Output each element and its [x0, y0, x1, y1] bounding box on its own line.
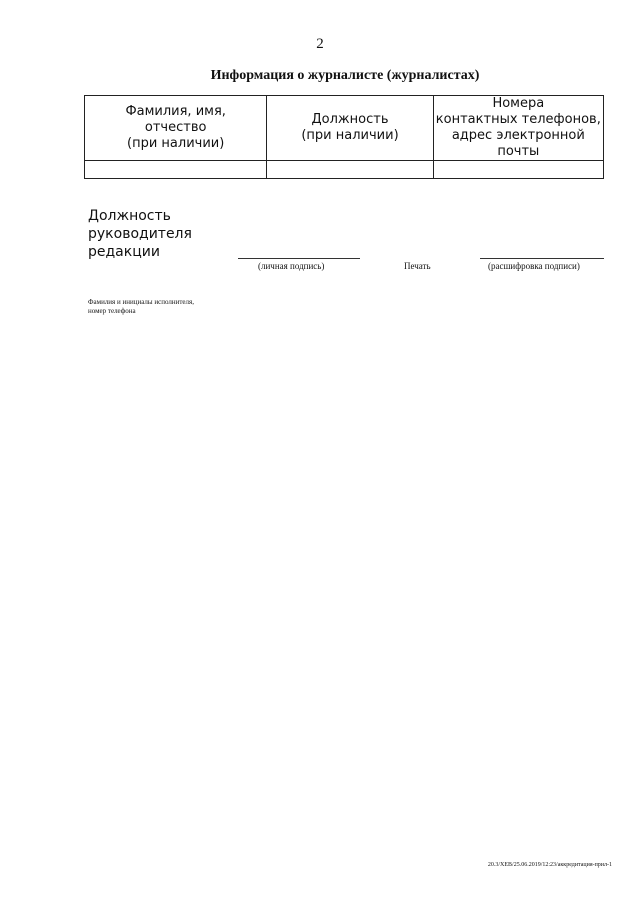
signature-line: [238, 258, 360, 259]
stamp-caption: Печать: [404, 261, 431, 271]
head-position-label: Должность руководителя редакции: [88, 208, 192, 260]
executor-note: Фамилия и инициалы исполнителя, номер телефона: [88, 298, 194, 315]
column-header-contacts: Номера контактных телефонов, адрес электронной почты: [433, 96, 603, 161]
cell-contacts: [433, 161, 603, 179]
cell-position: [267, 161, 433, 179]
signature-decode-caption: (расшифровка подписи): [488, 261, 580, 271]
table-header-row: [85, 96, 604, 161]
document-code: 20.3/ХЕВ/25.06.2019/12:23/аккредитация-прил-1: [487, 862, 612, 868]
column-header-full-name: Фамилия, имя, отчество (при наличии): [85, 96, 267, 161]
column-header-position: Должность (при наличии): [267, 96, 433, 161]
journalist-info-table: [84, 95, 604, 179]
signature-decode-line: [480, 258, 604, 259]
page-number: 2: [316, 36, 324, 52]
table-row: [85, 161, 604, 179]
page-title: Информация о журналисте (журналистах): [210, 68, 480, 83]
cell-full-name: [85, 161, 267, 179]
signature-caption: (личная подпись): [258, 261, 325, 271]
